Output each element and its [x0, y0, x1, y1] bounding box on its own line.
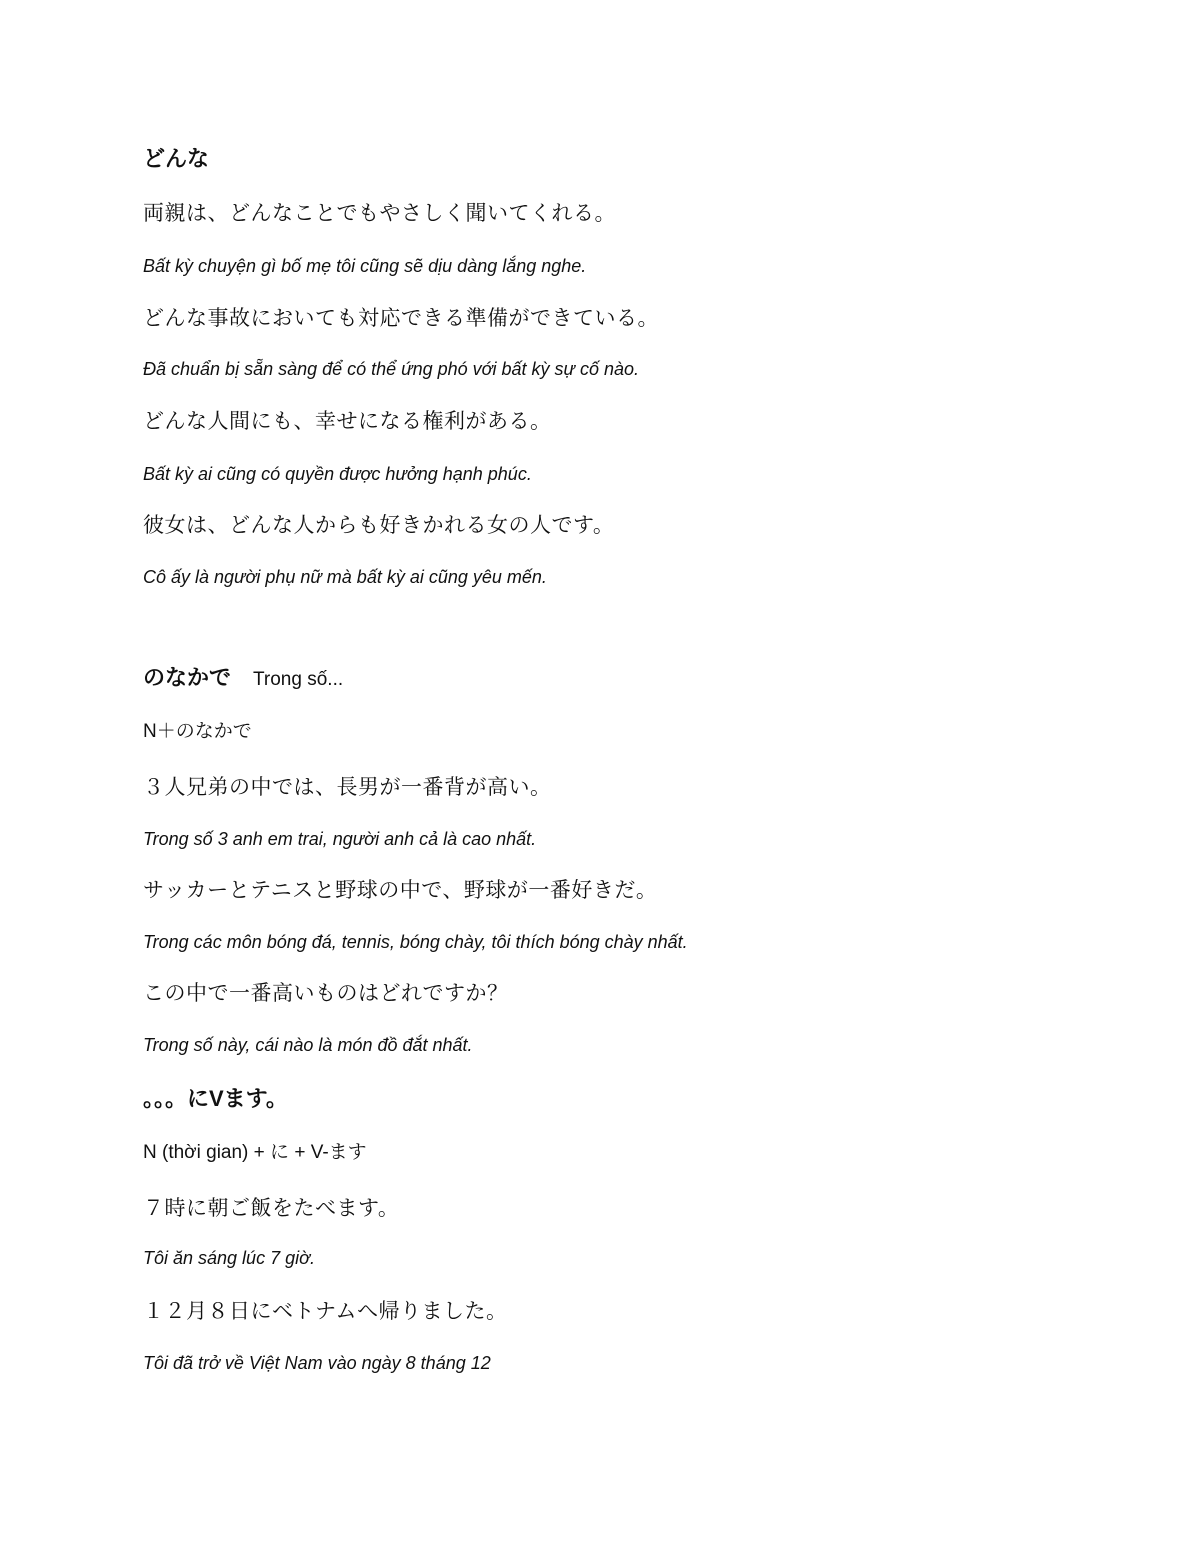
example-vi: Tôi đã trở về Việt Nam vào ngày 8 tháng 12: [143, 1353, 491, 1373]
example-vi: Bất kỳ ai cũng có quyền được hưởng hạnh phúc.: [143, 464, 532, 484]
example-vi: Trong các môn bóng đá, tennis, bóng chày, tôi thích bóng chày nhất.: [143, 932, 688, 952]
example-jp: ７時に朝ご飯をたべます。: [143, 1197, 400, 1220]
section-heading-ni-v-masu: 。。。にVます。: [143, 1086, 288, 1111]
example-vi: Bất kỳ chuyện gì bố mẹ tôi cũng sẽ dịu dàng lắng nghe.: [143, 256, 587, 276]
section-heading-donna: どんな: [143, 146, 210, 171]
section-heading-nonakade: [143, 667, 343, 689]
example-jp: ３人兄弟の中では、長男が一番背が高い。: [143, 776, 552, 799]
example-vi: Trong số 3 anh em trai, người anh cả là cao nhất.: [143, 829, 537, 849]
example-jp: どんな事故においても対応できる準備ができている。: [143, 307, 659, 330]
example-vi: Tôi ăn sáng lúc 7 giờ.: [143, 1248, 315, 1268]
example-vi: Đã chuẩn bị sẵn sàng để có thể ứng phó với bất kỳ sự cố nào.: [143, 359, 640, 379]
example-jp: どんな人間にも、幸せになる権利がある。: [143, 410, 552, 433]
document-page: [143, 0, 1143, 1553]
section-meaning: Trong số...: [253, 669, 344, 690]
grammar-formula: N (thời gian) + に + V-ます: [143, 1142, 367, 1163]
section-heading-nonakade-title: のなかで: [143, 665, 232, 690]
example-jp: この中で一番高いものはどれですか？: [143, 982, 509, 1005]
example-vi: Trong số này, cái nào là món đồ đắt nhất.: [143, 1035, 473, 1055]
example-jp: １２月８日にベトナムへ帰りました。: [143, 1300, 508, 1323]
example-jp: サッカーとテニスと野球の中で、野球が一番好きだ。: [143, 879, 658, 902]
example-jp: 彼女は、どんな人からも好きかれる女の人です。: [143, 514, 615, 537]
example-jp: 両親は、どんなことでもやさしく聞いてくれる。: [143, 202, 616, 225]
grammar-formula: N＋のなかで: [143, 721, 252, 742]
example-vi: Cô ấy là người phụ nữ mà bất kỳ ai cũng yêu mến.: [143, 567, 547, 587]
